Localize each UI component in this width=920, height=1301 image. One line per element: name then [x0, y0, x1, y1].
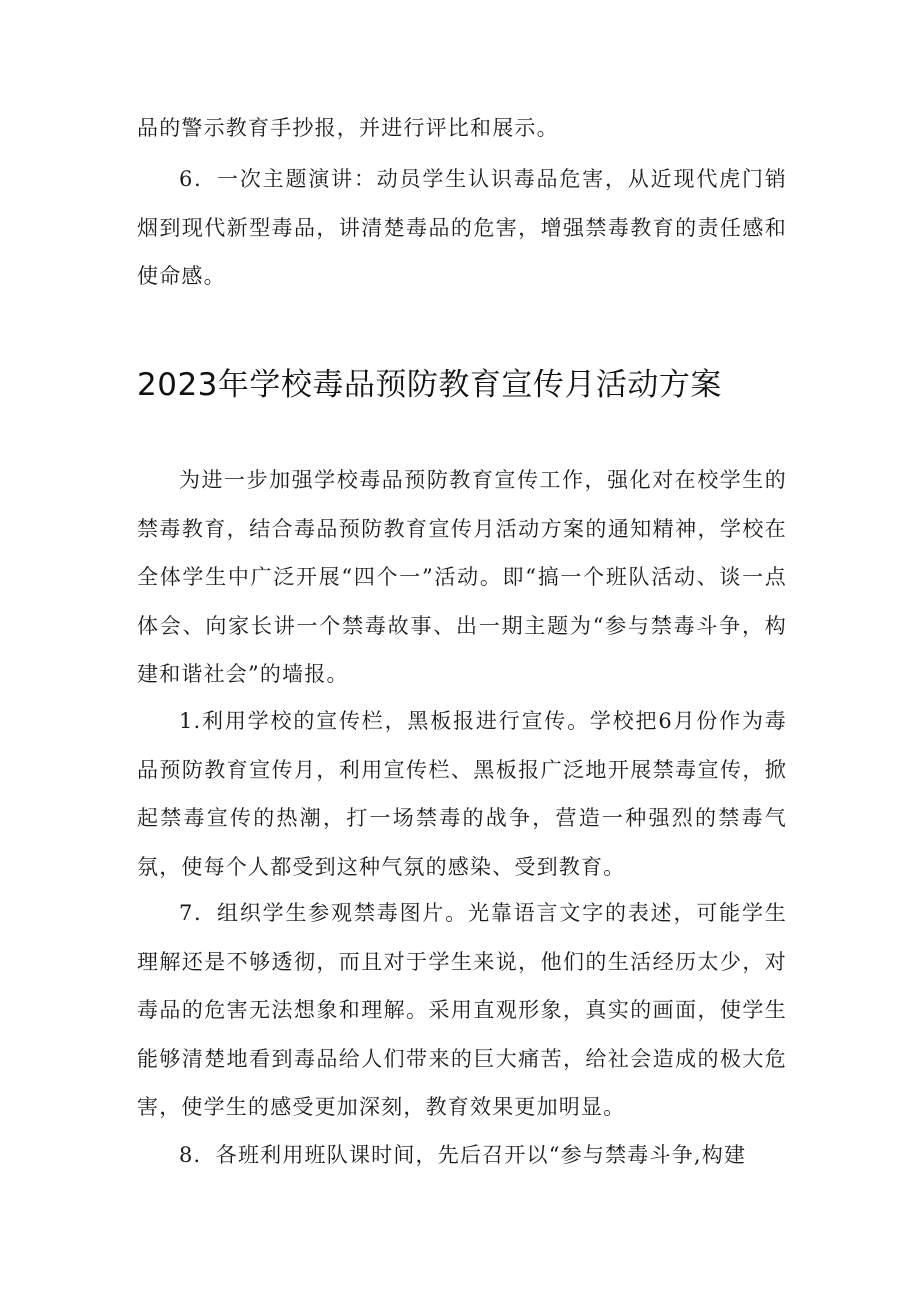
paragraph-item-7: 7．组织学生参观禁毒图片。光靠语言文字的表述，可能学生理解还是不够透彻，而且对于学生来说，他们的生活经历太少，对毒品的危害无法想象和理解。采用直观形象，真实的画面，使学生能够清楚地看到毒品给人们带来的巨大痛苦，给社会造成的极大危害，使学生的感受更加深刻，教育效果更加明显。	[137, 901, 787, 1119]
paragraph-item-6: 6．一次主题演讲：动员学生认识毒品危害，从近现代虎门销烟到现代新型毒品，讲清楚毒品的危害，增强禁毒教育的责任感和使命感。	[137, 167, 787, 288]
paragraph-item-8: 8．各班利用班队课时间，先后召开以“参与禁毒斗争,构建	[179, 1143, 747, 1167]
paragraph-item-1: 1.利用学校的宣传栏，黑板报进行宣传。学校把6月份作为毒品预防教育宣传月，利用宣传栏、黑板报广泛地开展禁毒宣传，掀起禁毒宣传的热潮，打一场禁毒的战争，营造一种强烈的禁毒气氛，使每个人都受到这种气氛的感染、受到教育。	[137, 709, 787, 879]
paragraph-continuation: 品的警示教育手抄报，并进行评比和展示。	[137, 116, 559, 140]
paragraph-intro: 为进一步加强学校毒品预防教育宣传工作，强化对在校学生的禁毒教育，结合毒品预防教育宣传月活动方案的通知精神，学校在全体学生中广泛开展“四个一”活动。即“搞一个班队活动、谈一点体会、向家长讲一个禁毒故事、出一期主题为“参与禁毒斗争，构建和谐社会”的墙报。	[137, 468, 787, 686]
document-title: 2023年学校毒品预防教育宣传月活动方案	[137, 367, 722, 403]
